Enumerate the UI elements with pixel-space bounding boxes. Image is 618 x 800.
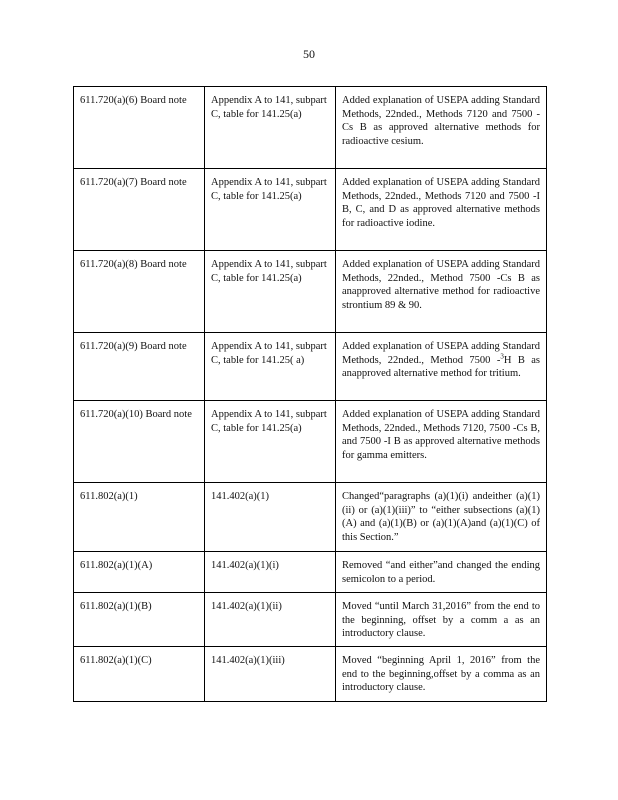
table-row <box>74 87 547 169</box>
change-cell: Moved “beginning April 1, 2016” from the end to the beginning,offset by a comma as an introductory clause. <box>336 647 547 702</box>
source-cell: Appendix A to 141, subpart C, table for 141.25(a) <box>205 401 336 483</box>
change-cell: Added explanation of USEPA adding Standard Methods, 22nded., Methods 7120 and 7500 -Cs B as approved alternative methods for radioactive cesium. <box>336 87 547 169</box>
change-cell <box>336 333 547 401</box>
table-row <box>74 593 547 647</box>
table-row <box>74 647 547 702</box>
table-row <box>74 483 547 552</box>
table-row <box>74 401 547 483</box>
source-cell: Appendix A to 141, subpart C, table for 141.25(a) <box>205 251 336 333</box>
table-row <box>74 552 547 593</box>
source-cell: 141.402(a)(1)(ii) <box>205 593 336 647</box>
change-cell: Moved “until March 31,2016” from the end to the beginning, offset by a comm a as an introductory clause. <box>336 593 547 647</box>
source-cell: 141.402(a)(1)(i) <box>205 552 336 593</box>
change-cell: Changed“paragraphs (a)(1)(i) andeither (a)(1)(ii) or (a)(1)(iii)” to “either subsections (a)(1)(A) and (a)(1)(B) or (a)(1)(A)and (a)(1)(C) of this Section.” <box>336 483 547 552</box>
section-cell: 611.720(a)(8) Board note <box>74 251 205 333</box>
source-cell: Appendix A to 141, subpart C, table for 141.25(a) <box>205 169 336 251</box>
superscript-3: 3 <box>500 352 504 360</box>
section-cell: 611.802(a)(1)(A) <box>74 552 205 593</box>
section-cell: 611.720(a)(7) Board note <box>74 169 205 251</box>
page-number: 50 <box>303 47 315 61</box>
section-cell: 611.802(a)(1) <box>74 483 205 552</box>
source-cell: Appendix A to 141, subpart C, table for 141.25( a) <box>205 333 336 401</box>
change-cell: Added explanation of USEPA adding Standard Methods, 22nded., Method 7500 -Cs B as anapproved alternative method for radioactive strontium 89 & 90. <box>336 251 547 333</box>
change-cell: Added explanation of USEPA adding Standard Methods, 22nded., Methods 7120, 7500 -Cs B, and 7500 -I B as approved alternative methods for gamma emitters. <box>336 401 547 483</box>
change-text: Added explanation of USEPA adding Standard Methods, 22nded., Method 7500 - <box>342 341 540 366</box>
source-cell: Appendix A to 141, subpart C, table for 141.25(a) <box>205 87 336 169</box>
table-row <box>74 251 547 333</box>
change-cell: Removed “and either”and changed the ending semicolon to a period. <box>336 552 547 593</box>
table-row <box>74 169 547 251</box>
source-cell: 141.402(a)(1)(iii) <box>205 647 336 702</box>
section-cell: 611.720(a)(10) Board note <box>74 401 205 483</box>
change-text: H B as anapproved alternative method for tritium. <box>342 354 540 379</box>
source-cell: 141.402(a)(1) <box>205 483 336 552</box>
section-cell: 611.802(a)(1)(C) <box>74 647 205 702</box>
changes-table <box>73 86 547 702</box>
section-cell: 611.802(a)(1)(B) <box>74 593 205 647</box>
section-cell: 611.720(a)(9) Board note <box>74 333 205 401</box>
change-cell: Added explanation of USEPA adding Standard Methods, 22nded., Methods 7120 and 7500 -I B, C, and D as approved alternative methods for radioactive iodine. <box>336 169 547 251</box>
section-cell: 611.720(a)(6) Board note <box>74 87 205 169</box>
table-row <box>74 333 547 401</box>
